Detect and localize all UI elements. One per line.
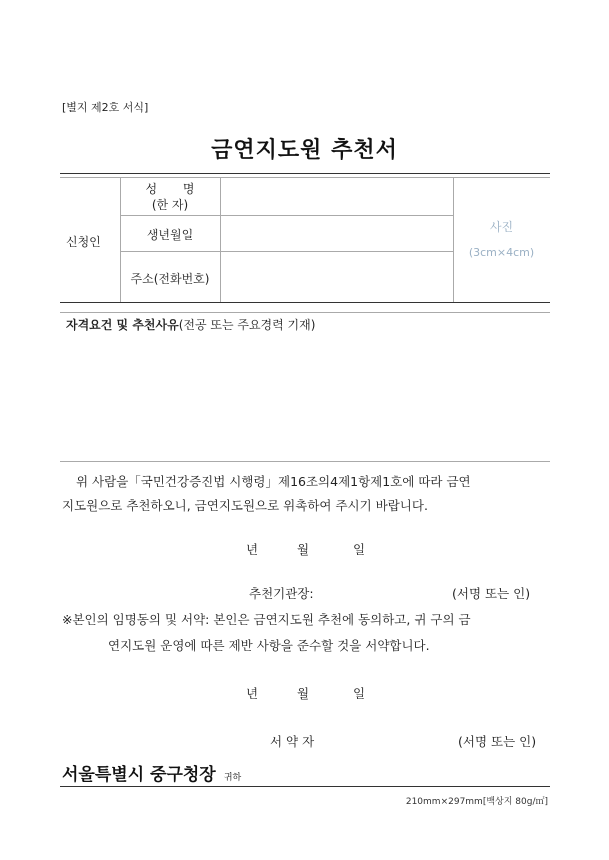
qualifications-top-border xyxy=(60,312,550,313)
birthdate-label: 생년월일 xyxy=(146,228,194,242)
pledger-field[interactable] xyxy=(335,728,445,748)
footer-border xyxy=(60,786,550,787)
form-number-label: [별지 제2호 서식] xyxy=(62,101,149,114)
name-label: 성 명 xyxy=(145,182,195,196)
consent-text-line1: ※본인의 임명동의 및 서약: 본인은 금연지도원 추천에 동의하고, 귀 구의 금 xyxy=(62,612,471,627)
addressee-name: 서울특별시 중구청장 xyxy=(62,765,216,785)
name-hanja-label: (한 자) xyxy=(151,198,189,212)
table-top-border xyxy=(60,173,550,174)
consent-text-line2: 연지도원 운영에 따른 제반 사항을 준수할 것을 서약합니다. xyxy=(108,638,430,653)
col-divider-3 xyxy=(453,177,454,302)
recommendation-text-line2: 지도원으로 추천하오니, 금연지도원으로 위촉하여 주시기 바랍니다. xyxy=(62,498,428,513)
pledger-label: 서 약 자 xyxy=(270,734,315,749)
qualifications-bottom-border xyxy=(60,461,550,462)
row-divider-1 xyxy=(120,215,453,216)
recommender-sign-label: (서명 또는 인) xyxy=(452,586,531,601)
recommendation-text-line1: 위 사람을「국민건강증진법 시행령」제16조의4제1항제1호에 따라 금연 xyxy=(76,474,471,489)
date1-year: 년 xyxy=(246,542,259,557)
date2-day: 일 xyxy=(353,686,366,701)
photo-label: 사진 xyxy=(489,220,514,234)
table-top-inner-border xyxy=(60,177,550,178)
birthdate-field[interactable] xyxy=(222,217,451,249)
applicant-section-label: 신청인 xyxy=(66,235,101,249)
qualifications-label xyxy=(66,316,315,333)
col-divider-2 xyxy=(220,177,221,302)
table-bottom-border xyxy=(60,302,550,303)
date2-year: 년 xyxy=(246,686,259,701)
addressee xyxy=(62,760,241,785)
paper-spec: 210mm×297mm[백상지 80g/㎡] xyxy=(405,797,548,807)
qualifications-label-note: (전공 또는 주요경력 기재) xyxy=(178,318,316,332)
recommender-label: 추천기관장: xyxy=(249,586,314,601)
pledger-sign-label: (서명 또는 인) xyxy=(458,734,537,749)
qualifications-label-main: 자격요건 및 추천사유 xyxy=(66,318,179,332)
address-phone-label: 주소(전화번호) xyxy=(130,272,210,286)
date2-month: 월 xyxy=(297,686,310,701)
recommender-field[interactable] xyxy=(345,580,445,600)
document-title: 금연지도원 추천서 xyxy=(211,138,398,163)
addressee-suffix: 귀하 xyxy=(223,773,242,783)
date1-month: 월 xyxy=(297,542,310,557)
qualifications-field[interactable] xyxy=(62,334,548,458)
row-divider-2 xyxy=(120,251,453,252)
address-phone-field[interactable] xyxy=(222,253,451,300)
date1-day: 일 xyxy=(353,542,366,557)
photo-size-label: (3cm×4cm) xyxy=(468,246,535,259)
name-field[interactable] xyxy=(222,179,451,213)
